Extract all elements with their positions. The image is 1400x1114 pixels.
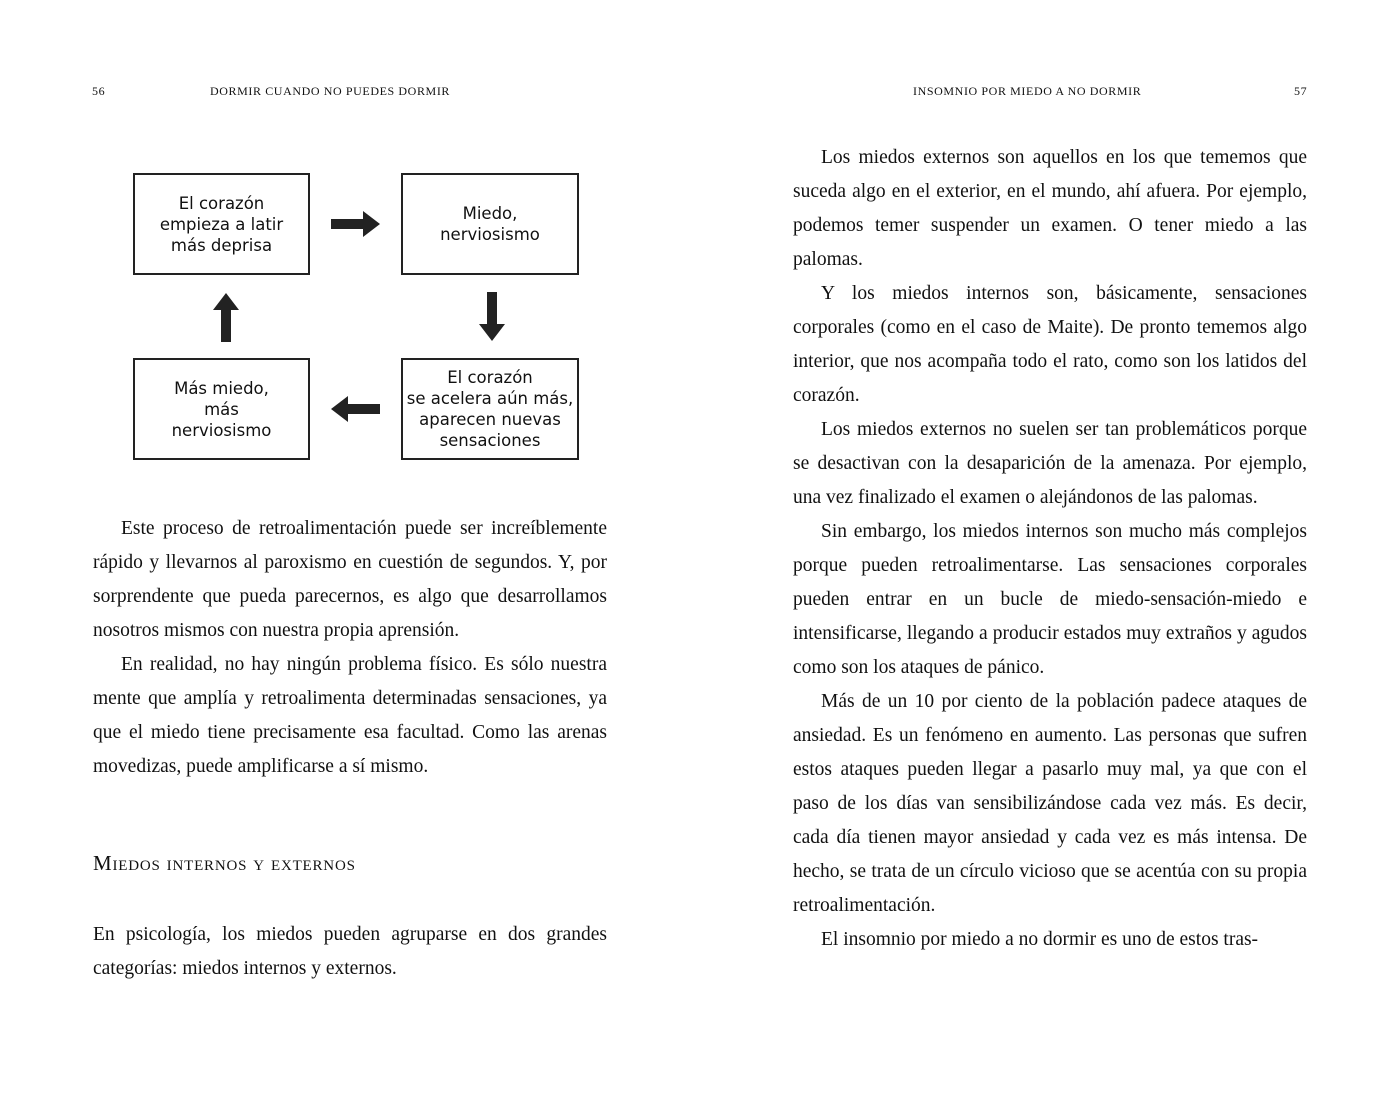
left-body-text [93, 512, 607, 784]
paragraph: Los miedos externos no suelen ser tan problemáticos porque se desactivan con la desaparición de la amenaza. Por ejemplo, una vez finalizado el examen o alejándonos de las palomas. [793, 419, 1307, 508]
arrow-right-icon [331, 210, 381, 238]
arrow-up-icon [212, 292, 240, 342]
page-number-left: 56 [92, 84, 106, 98]
running-head-left: DORMIR CUANDO NO PUEDES DORMIR [210, 84, 451, 98]
arrow-left-icon [330, 395, 380, 423]
diagram-box-more-fear: Más miedo, más nerviosismo [133, 358, 310, 460]
diagram-box-heart-starts: El corazón empieza a latir más deprisa [133, 173, 310, 275]
section-body-text [93, 918, 607, 986]
diagram-box-heart-accelerates: El corazón se acelera aún más, aparecen nuevas sensaciones [401, 358, 579, 460]
paragraph: En realidad, no hay ningún problema físico. Es sólo nuestra mente que amplía y retroalimenta determinadas sensaciones, ya que el miedo tiene precisamente esa facultad. Como las arenas movedizas, puede amplificarse a sí mismo. [93, 654, 607, 777]
paragraph: Más de un 10 por ciento de la población padece ataques de ansiedad. Es un fenómeno en aumento. Las personas que sufren estos ataques pueden llegar a pasarlo muy mal, ya que con el paso de los días van sensibilizándose cada vez más. Es decir, cada día tienen mayor ansiedad y cada vez es más intensa. De hecho, se trata de un círculo vicioso que se acentúa con su propia retroalimentación. [793, 691, 1307, 916]
paragraph: El insomnio por miedo a no dormir es uno de estos tras- [821, 929, 1259, 950]
arrow-down-icon [478, 292, 506, 342]
right-body-text [793, 141, 1307, 957]
running-head-right: INSOMNIO POR MIEDO A NO DORMIR [913, 84, 1142, 98]
paragraph: Este proceso de retroalimentación puede ser increíblemente rápido y llevarnos al paroxismo en cuestión de segundos. Y, por sorprendente que pueda parecernos, es algo que desarrollamos nosotros mismos con nuestra propia aprensión. [93, 518, 607, 641]
paragraph: Sin embargo, los miedos internos son mucho más complejos porque pueden retroalimentarse. Las sensaciones corporales pueden entrar en un bucle de miedo-sensación-miedo e intensificarse, llegando a producir estados muy extraños y agudos como son los ataques de pánico. [793, 521, 1307, 678]
paragraph: En psicología, los miedos pueden agruparse en dos grandes categorías: miedos internos y externos. [93, 924, 607, 979]
paragraph: Los miedos externos son aquellos en los que tememos que suceda algo en el exterior, en el mundo, ahí afuera. Por ejemplo, podemos temer suspender un examen. O tener miedo a las palomas. [793, 147, 1307, 270]
section-heading: Miedos internos y externos [93, 851, 356, 875]
paragraph: Y los miedos internos son, básicamente, sensaciones corporales (como en el caso de Maite). De pronto tememos algo interior, que nos acompaña todo el rato, como son los latidos del corazón. [793, 283, 1307, 406]
diagram-box-fear: Miedo, nerviosismo [401, 173, 579, 275]
right-page [700, 0, 1400, 1114]
page-number-right: 57 [1294, 84, 1308, 98]
